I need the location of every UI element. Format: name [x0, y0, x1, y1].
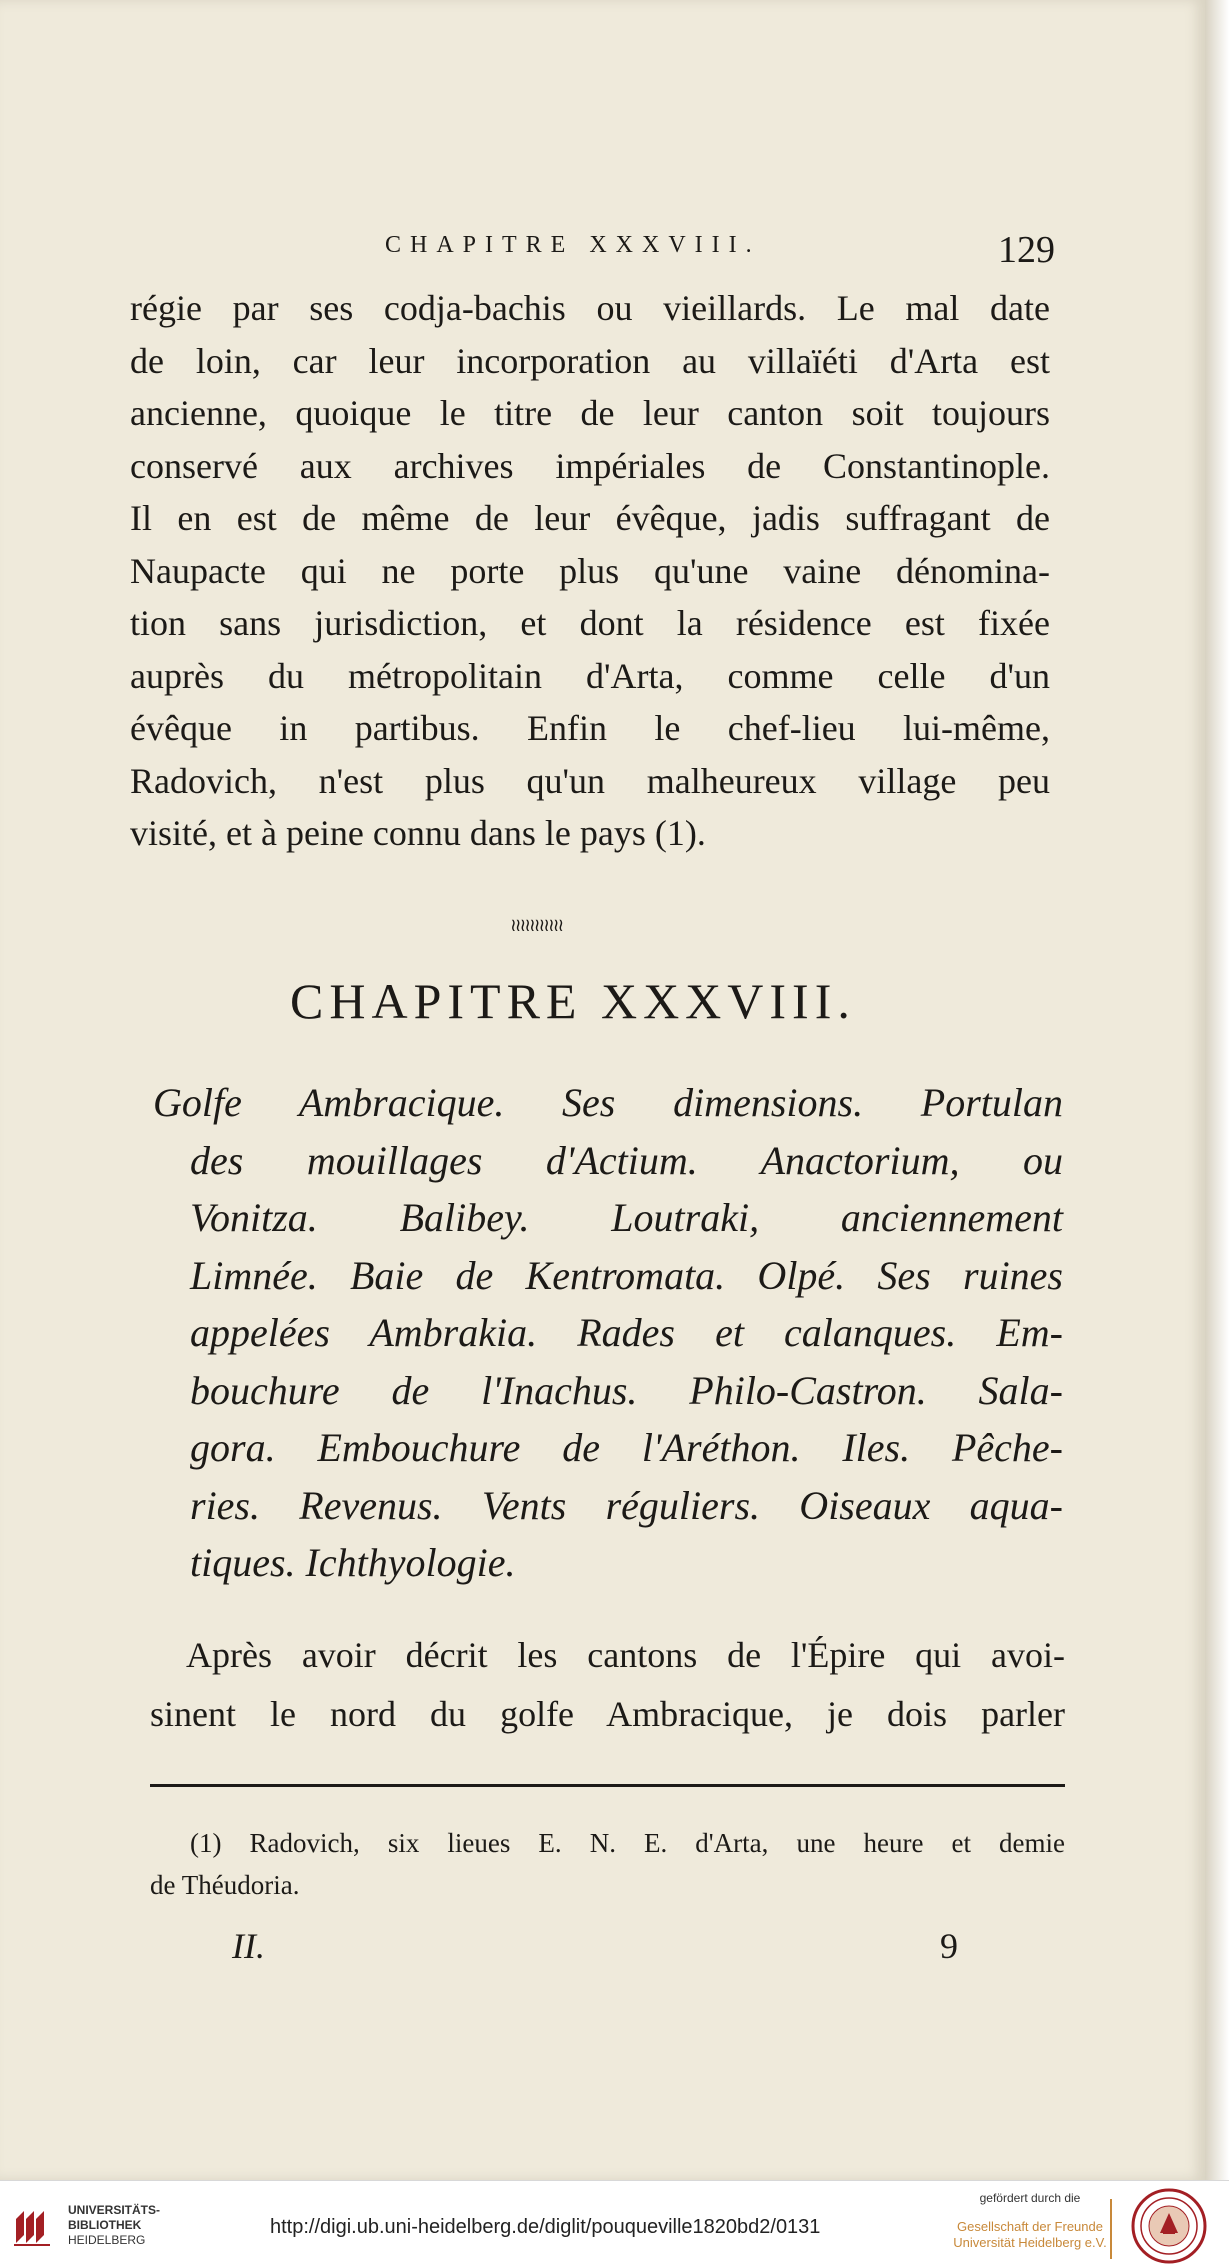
summary-line: ries. Revenus. Vents réguliers. Oiseaux aqua-	[190, 1482, 1063, 1528]
summary-line: gora. Embouchure de l'Aréthon. Iles. Pêche-	[190, 1425, 1063, 1470]
society-seal-icon[interactable]	[1130, 2187, 1208, 2265]
text-line: tion sans jurisdiction, et dont la résidence est fixée	[130, 603, 1050, 643]
text-line: évêque in partibus. Enfin le chef-lieu lui-même,	[130, 708, 1050, 748]
intro-paragraph	[130, 282, 1050, 860]
footnote-rule	[150, 1784, 1065, 1787]
summary-line: Golfe Ambracique. Ses dimensions. Portulan	[153, 1080, 1063, 1125]
footnote	[150, 1822, 1065, 1906]
text-line: Après avoir décrit les cantons de l'Épire qui avoi-	[186, 1635, 1065, 1675]
text-line: conservé aux archives impériales de Constantinople.	[130, 445, 1050, 486]
page-number: 129	[998, 229, 1055, 271]
text-line: sinent le nord du golfe Ambracique, je dois parler	[150, 1694, 1065, 1734]
summary-line: Limnée. Baie de Kentromata. Olpé. Ses ruines	[190, 1252, 1063, 1298]
signature-number: 9	[940, 1926, 958, 1966]
library-name-line: BIBLIOTHEK	[68, 2218, 142, 2232]
footnote-line: (1) Radovich, six lieues E. N. E. d'Arta, une heure et demie	[190, 1828, 1065, 1858]
text-line: visité, et à peine connu dans le pays (1).	[130, 813, 706, 853]
ornament-glyphs: ≀≀≀≀≀≀≀≀≀≀≀	[510, 915, 563, 936]
signature-volume: II.	[232, 1926, 265, 1966]
sponsor-name	[940, 2219, 1120, 2251]
text-line: Naupacte qui ne porte plus qu'une vaine dénomina-	[130, 550, 1050, 591]
summary-line: tiques. Ichthyologie.	[190, 1540, 516, 1585]
footnote-line: de Théudoria.	[150, 1870, 300, 1900]
library-name-line: HEIDELBERG	[68, 2233, 146, 2247]
text-line: auprès du métropolitain d'Arta, comme celle d'un	[130, 655, 1050, 696]
running-head	[135, 229, 1065, 272]
text-line: de loin, car leur incorporation au villaïéti d'Arta est	[130, 340, 1050, 381]
library-name-line: UNIVERSITÄTS-	[68, 2203, 161, 2217]
sponsor-name-line: Universität Heidelberg e.V.	[953, 2235, 1107, 2250]
summary-line: des mouillages d'Actium. Anactorium, ou	[190, 1137, 1063, 1183]
running-title: CHAPITRE XXXVIII.	[385, 232, 761, 258]
summary-line: Vonitza. Balibey. Loutraki, anciennement	[190, 1195, 1063, 1240]
footer-bar	[0, 2180, 1229, 2268]
body-paragraph	[150, 1626, 1065, 1744]
text-line: ancienne, quoique le titre de leur canton soit toujours	[130, 393, 1050, 433]
text-line: régie par ses codja-bachis ou vieillards. Le mal date	[130, 288, 1050, 328]
section-ornament	[510, 915, 685, 936]
sponsor-name-line: Gesellschaft der Freunde	[957, 2219, 1103, 2234]
chapter-summary	[153, 1074, 1063, 1592]
library-name	[68, 2203, 178, 2248]
university-logo-icon[interactable]	[12, 2205, 54, 2247]
digital-copy-link[interactable]: http://digi.ub.uni-heidelberg.de/diglit/pouqueville1820bd2/0131	[270, 2216, 821, 2238]
sponsor-divider	[1110, 2199, 1112, 2259]
sponsor-caption: gefördert durch die	[979, 2191, 1081, 2205]
summary-line: bouchure de l'Inachus. Philo-Castron. Sala-	[190, 1367, 1063, 1413]
text-line: Il en est de même de leur évêque, jadis suffragant de	[130, 498, 1050, 538]
text-line: Radovich, n'est plus qu'un malheureux village peu	[130, 760, 1050, 801]
summary-line: appelées Ambrakia. Rades et calanques. Em-	[190, 1310, 1063, 1355]
sponsor-block	[940, 2191, 1120, 2251]
chapter-heading: CHAPITRE XXXVIII.	[290, 973, 856, 1029]
page-edge	[1205, 0, 1229, 2180]
